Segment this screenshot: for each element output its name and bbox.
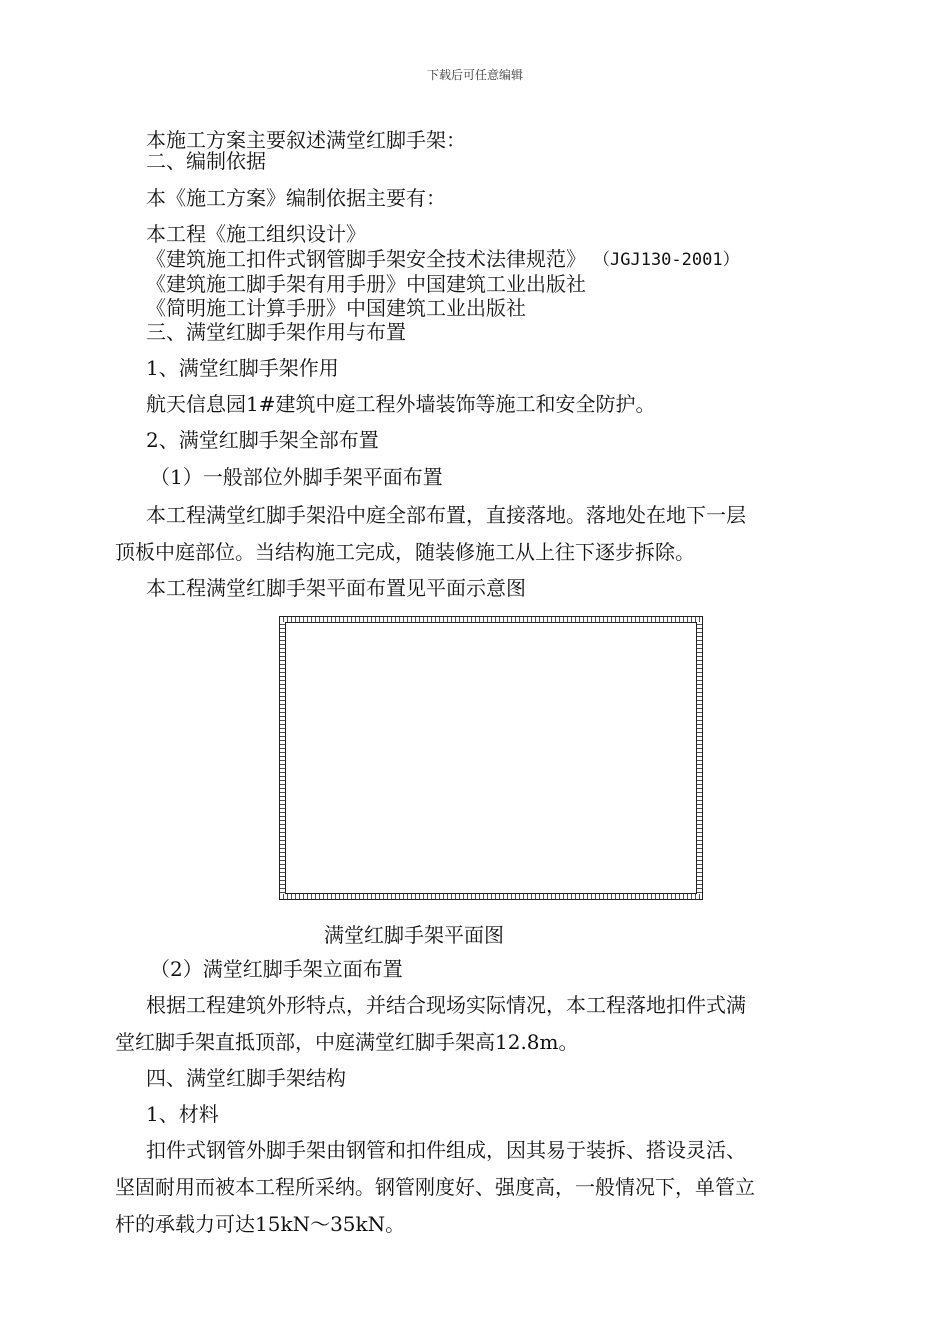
purpose-paragraph: 航天信息园1#建筑中庭工程外墙装饰等施工和安全防护。: [146, 392, 656, 416]
plan-reference-line: 本工程满堂红脚手架平面布置见平面示意图: [146, 576, 526, 600]
intro-line: 本施工方案主要叙述满堂红脚手架：: [146, 128, 466, 152]
basis-item-3: 《建筑施工脚手架有用手册》中国建筑工业出版社: [146, 272, 586, 296]
basis-item-2: 《建筑施工扣件式钢管脚手架安全技术法律规范》: [146, 247, 586, 271]
section-2-heading: 二、编制依据: [146, 149, 266, 173]
elevation-layout-heading: （2）满堂红脚手架立面布置: [150, 957, 403, 981]
basis-item-2-code: （JGJ130-2001）: [593, 250, 740, 270]
materials-paragraph-line-2: 坚固耐用而被本工程所采纳。钢管刚度好、强度高，一般情况下，单管立: [115, 1175, 755, 1199]
figure-caption: 满堂红脚手架平面图: [324, 923, 504, 947]
section-3-heading: 三、满堂红脚手架作用与布置: [146, 320, 406, 344]
elevation-paragraph-line-1: 根据工程建筑外形特点，并结合现场实际情况，本工程落地扣件式满: [146, 993, 746, 1017]
elevation-paragraph-line-2: 堂红脚手架直抵顶部，中庭满堂红脚手架高12.8m。: [115, 1030, 579, 1054]
subsection-2-heading: 2、满堂红脚手架全部布置: [146, 428, 379, 452]
materials-heading: 1、材料: [146, 1102, 219, 1126]
materials-paragraph-line-1: 扣件式钢管外脚手架由钢管和扣件组成，因其易于装拆、搭设灵活、: [146, 1138, 746, 1162]
scaffold-plan-diagram: [279, 616, 703, 900]
subsection-1-heading: 1、满堂红脚手架作用: [146, 356, 339, 380]
plan-layout-paragraph-line-2: 顶板中庭部位。当结构施工完成，随装修施工从上往下逐步拆除。: [115, 540, 695, 564]
plan-layout-paragraph-line-1: 本工程满堂红脚手架沿中庭全部布置，直接落地。落地处在地下一层: [146, 503, 746, 527]
basis-intro: 本《施工方案》编制依据主要有：: [146, 186, 446, 210]
page-header-note: 下载后可任意编辑: [426, 68, 523, 82]
materials-paragraph-line-3: 杆的承载力可达15kN～35kN。: [115, 1212, 406, 1236]
basis-item-4: 《简明施工计算手册》中国建筑工业出版社: [146, 296, 526, 320]
section-4-heading: 四、满堂红脚手架结构: [146, 1066, 346, 1090]
plan-layout-heading: （1）一般部位外脚手架平面布置: [150, 465, 443, 489]
basis-item-1: 本工程《施工组织设计》: [146, 222, 366, 246]
